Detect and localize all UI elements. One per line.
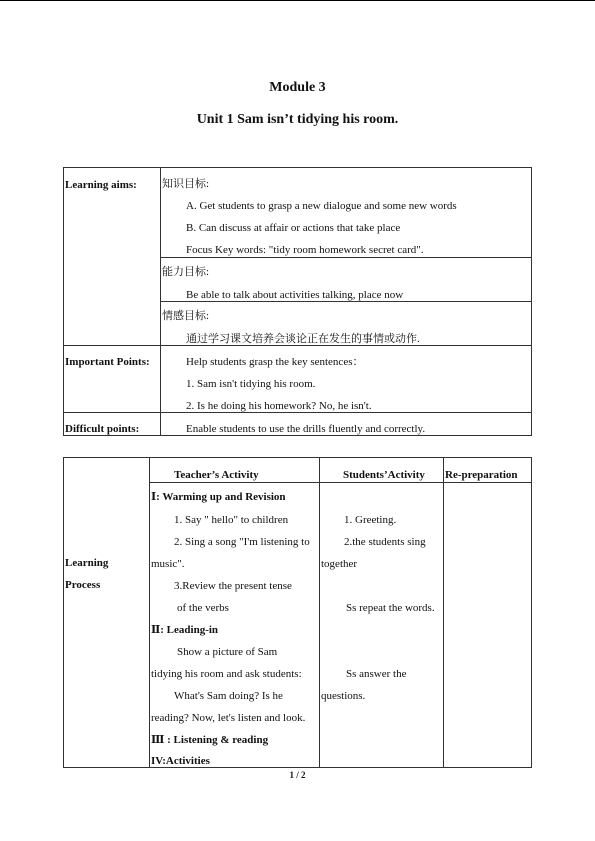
teacher-line: What's Sam doing? Is he	[174, 690, 283, 702]
unit-title: Unit 1 Sam isn’t tidying his room.	[196, 112, 399, 127]
student-line: together	[321, 558, 358, 570]
teacher-line: Ⅲ : Listening & reading	[151, 734, 269, 746]
knowledge-a: A. Get students to grasp a new dialogue and some new words	[186, 200, 457, 212]
aims-row-line	[160, 257, 531, 258]
aims-row-line	[64, 412, 531, 413]
process-col-line	[149, 458, 150, 767]
learning-process-label: Learning	[65, 557, 109, 569]
col-students-header: Students’Activity	[343, 469, 425, 481]
student-line: 2.the students sing	[344, 536, 426, 548]
col-reprep-header: Re-preparation	[445, 469, 518, 481]
page-number: 1 / 2	[289, 770, 306, 780]
important-2: 2. Is he doing his homework? No, he isn't.	[186, 400, 372, 412]
teacher-line: IV:Activities	[151, 755, 210, 767]
aims-table	[63, 167, 532, 436]
knowledge-heading: 知识目标:	[162, 178, 210, 190]
important-1: 1. Sam isn't tidying his room.	[186, 378, 316, 390]
learning-process-label: Process	[65, 579, 101, 591]
process-col-line	[319, 458, 320, 767]
teacher-line: 3.Review the present tense	[174, 580, 292, 592]
teacher-line: reading? Now, let's listen and look.	[151, 712, 306, 724]
process-table	[63, 457, 532, 768]
teacher-line: Ⅰ: Warming up and Revision	[151, 491, 286, 503]
student-line: Ss answer the	[346, 668, 407, 680]
teacher-line: tidying his room and ask students:	[151, 668, 302, 680]
focus-words: Focus Key words: "tidy room homework secret card".	[186, 244, 424, 256]
ability-text: Be able to talk about activities talking, place now	[186, 289, 404, 301]
student-line: 1. Greeting.	[344, 514, 397, 526]
student-line: questions.	[321, 690, 366, 702]
important-points-label: Important Points:	[65, 356, 150, 368]
difficult-points-label: Difficult points:	[65, 423, 140, 435]
aims-row-line	[64, 345, 531, 346]
emotion-text: 通过学习课文培养会谈论正在发生的事情或动作.	[186, 333, 420, 345]
aims-row-line	[160, 301, 531, 302]
col-teacher-header: Teacher’s Activity	[174, 469, 259, 481]
knowledge-b: B. Can discuss at affair or actions that take place	[186, 222, 401, 234]
important-intro: Help students grasp the key sentences：	[186, 356, 364, 368]
process-col-line	[443, 458, 444, 767]
student-line: Ss repeat the words.	[346, 602, 435, 614]
teacher-line: Show a picture of Sam	[177, 646, 278, 658]
teacher-line: Ⅱ: Leading-in	[151, 624, 219, 636]
process-header-line	[149, 482, 531, 483]
module-title: Module 3	[269, 80, 326, 95]
teacher-line: music".	[151, 558, 185, 570]
teacher-line: of the verbs	[177, 602, 229, 614]
top-rule	[0, 0, 595, 1]
emotion-heading: 情感目标:	[162, 310, 210, 322]
learning-aims-label: Learning aims:	[65, 179, 137, 191]
ability-heading: 能力目标:	[162, 266, 210, 278]
difficult-text: Enable students to use the drills fluently and correctly.	[186, 423, 426, 435]
teacher-line: 2. Sing a song "I'm listening to	[174, 536, 310, 548]
teacher-line: 1. Say " hello" to children	[174, 514, 289, 526]
